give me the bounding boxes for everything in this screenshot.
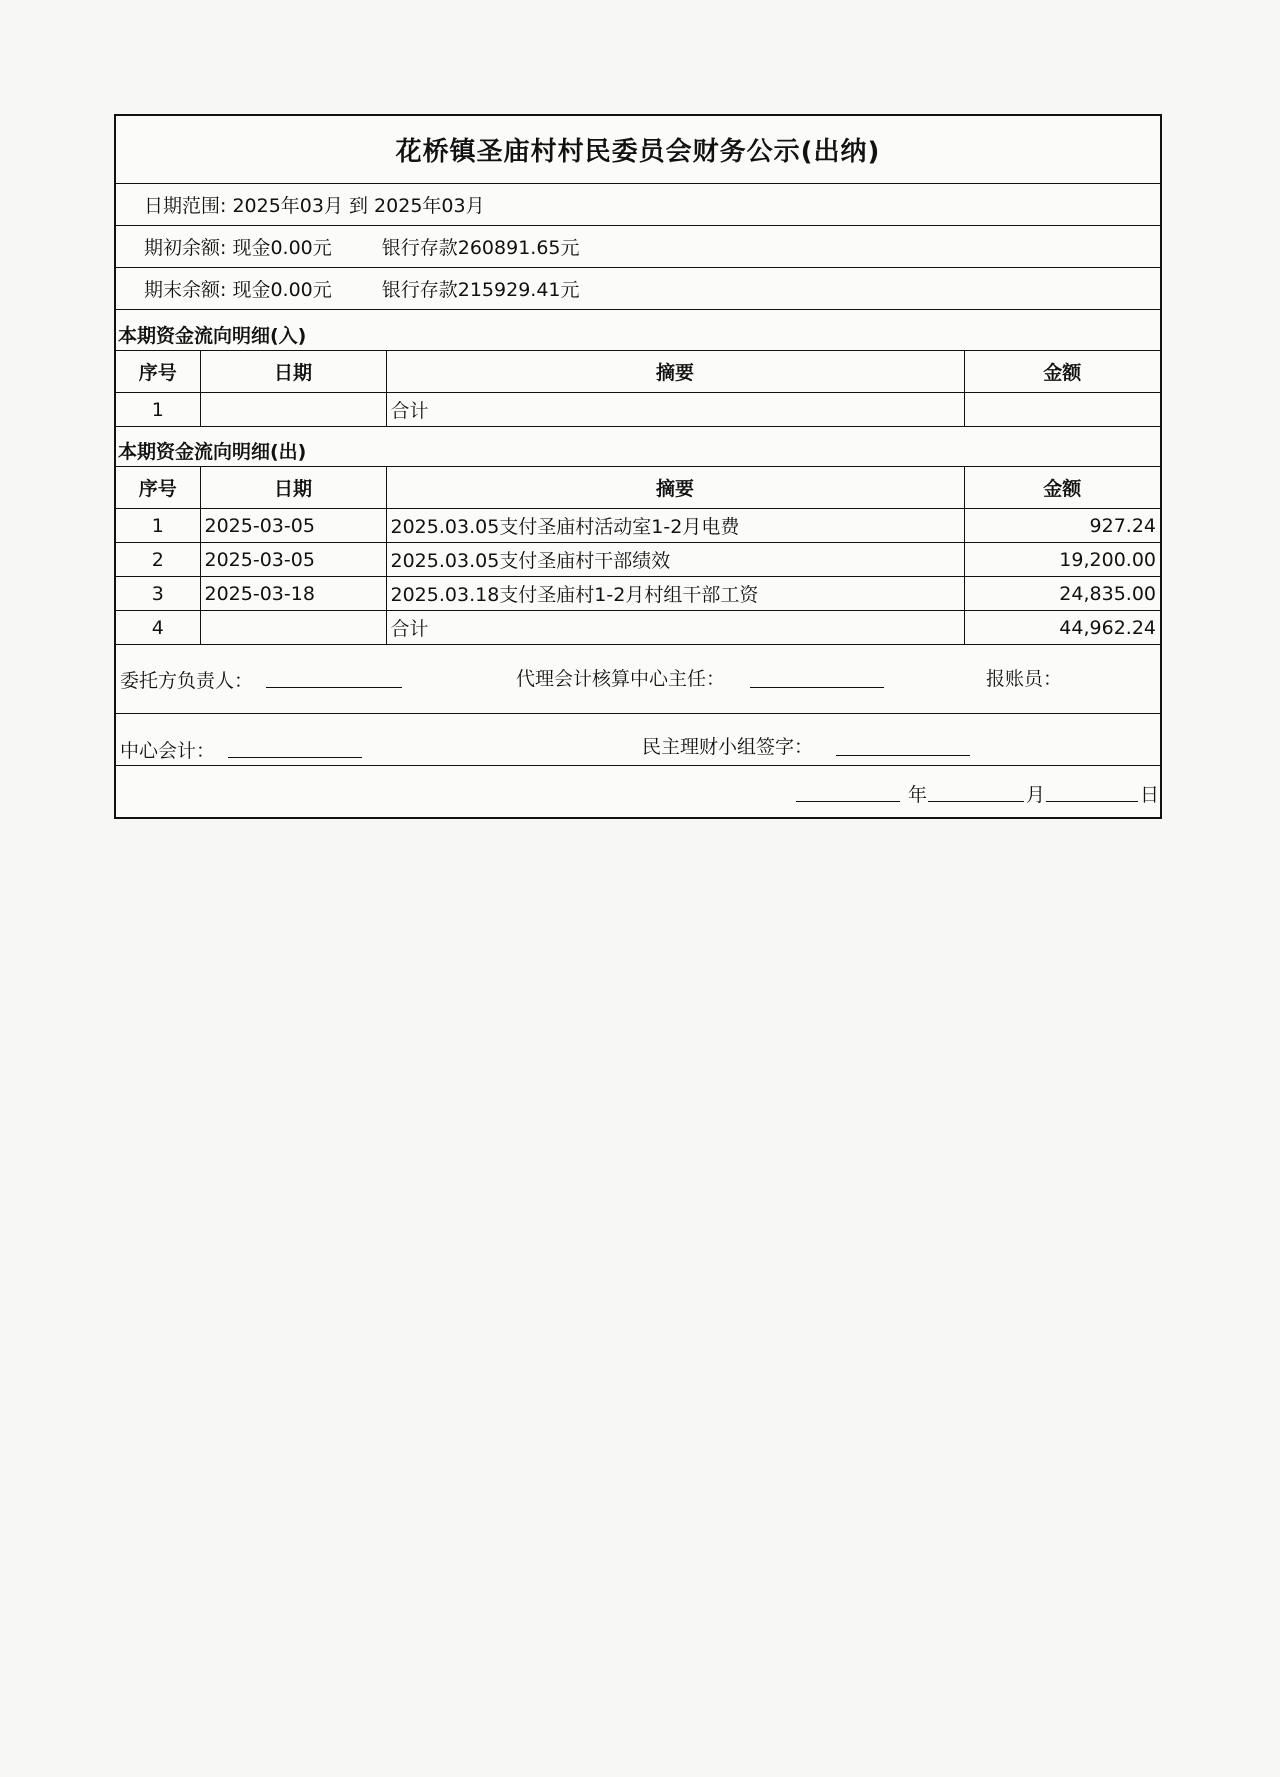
row-no: 1 <box>116 393 200 427</box>
col-date: 日期 <box>200 351 386 393</box>
expense-table <box>116 466 1160 645</box>
expense-header-row <box>116 467 1160 509</box>
year-label: 年 <box>908 784 928 806</box>
col-summary: 摘要 <box>386 467 964 509</box>
finance-group-signature-blank[interactable] <box>836 734 970 756</box>
agency-director-signature-blank[interactable] <box>750 666 884 688</box>
row-summary: 合计 <box>386 611 964 645</box>
col-date: 日期 <box>200 467 386 509</box>
month-label: 月 <box>1026 784 1046 806</box>
row-summary: 2025.03.05支付圣庙村活动室1-2月电费 <box>386 509 964 543</box>
row-no: 1 <box>116 509 200 543</box>
date-range-row <box>116 184 1160 226</box>
col-amount: 金额 <box>964 351 1160 393</box>
row-summary: 合计 <box>386 393 964 427</box>
row-no: 2 <box>116 543 200 577</box>
table-row <box>116 611 1160 645</box>
principal-second-line <box>120 692 254 714</box>
day-blank[interactable] <box>1046 780 1138 802</box>
table-row <box>116 393 1160 427</box>
finance-group-label: 民主理财小组签字： <box>642 736 814 758</box>
opening-cash: 期初余额: 现金0.00元 <box>144 237 332 259</box>
col-no: 序号 <box>116 467 200 509</box>
center-accountant-label: 中心会计： <box>120 740 216 762</box>
row-date <box>200 611 386 645</box>
row-date: 2025-03-05 <box>200 543 386 577</box>
reimburser-label: 报账员： <box>986 668 1063 690</box>
closing-bank: 银行存款215929.41元 <box>381 279 580 301</box>
expense-heading: 本期资金流向明细(出) <box>116 426 1160 466</box>
principal-signature-blank[interactable] <box>266 666 402 688</box>
income-table <box>116 350 1160 427</box>
row-amount <box>964 393 1160 427</box>
signature-row-2 <box>116 714 1160 766</box>
col-summary: 摘要 <box>386 351 964 393</box>
date-row <box>116 766 1160 817</box>
row-amount: 19,200.00 <box>964 543 1160 577</box>
principal-label: 委托方负责人： <box>120 670 254 692</box>
opening-bank: 银行存款260891.65元 <box>381 237 580 259</box>
row-summary: 2025.03.05支付圣庙村干部绩效 <box>386 543 964 577</box>
agency-director-label: 代理会计核算中心主任： <box>516 668 726 690</box>
col-no: 序号 <box>116 351 200 393</box>
row-date: 2025-03-18 <box>200 577 386 611</box>
col-amount: 金额 <box>964 467 1160 509</box>
table-row <box>116 509 1160 543</box>
row-amount: 44,962.24 <box>964 611 1160 645</box>
income-header-row <box>116 351 1160 393</box>
row-amount: 24,835.00 <box>964 577 1160 611</box>
row-date: 2025-03-05 <box>200 509 386 543</box>
year-blank[interactable] <box>796 780 900 802</box>
day-label: 日 <box>1140 784 1160 806</box>
row-amount: 927.24 <box>964 509 1160 543</box>
closing-cash: 期末余额: 现金0.00元 <box>144 279 332 301</box>
table-row <box>116 543 1160 577</box>
row-no: 3 <box>116 577 200 611</box>
signature-row-1 <box>116 658 1160 714</box>
month-blank[interactable] <box>928 780 1024 802</box>
date-range: 日期范围: 2025年03月 到 2025年03月 <box>144 195 485 217</box>
finance-notice-sheet <box>114 114 1162 819</box>
page-title: 花桥镇圣庙村村民委员会财务公示(出纳) <box>116 116 1160 184</box>
row-summary: 2025.03.18支付圣庙村1-2月村组干部工资 <box>386 577 964 611</box>
opening-balance-row <box>116 226 1160 268</box>
row-date <box>200 393 386 427</box>
center-accountant-signature-blank[interactable] <box>228 736 362 758</box>
income-heading: 本期资金流向明细(入) <box>118 325 307 347</box>
row-no: 4 <box>116 611 200 645</box>
table-row <box>116 577 1160 611</box>
closing-balance-row <box>116 268 1160 310</box>
